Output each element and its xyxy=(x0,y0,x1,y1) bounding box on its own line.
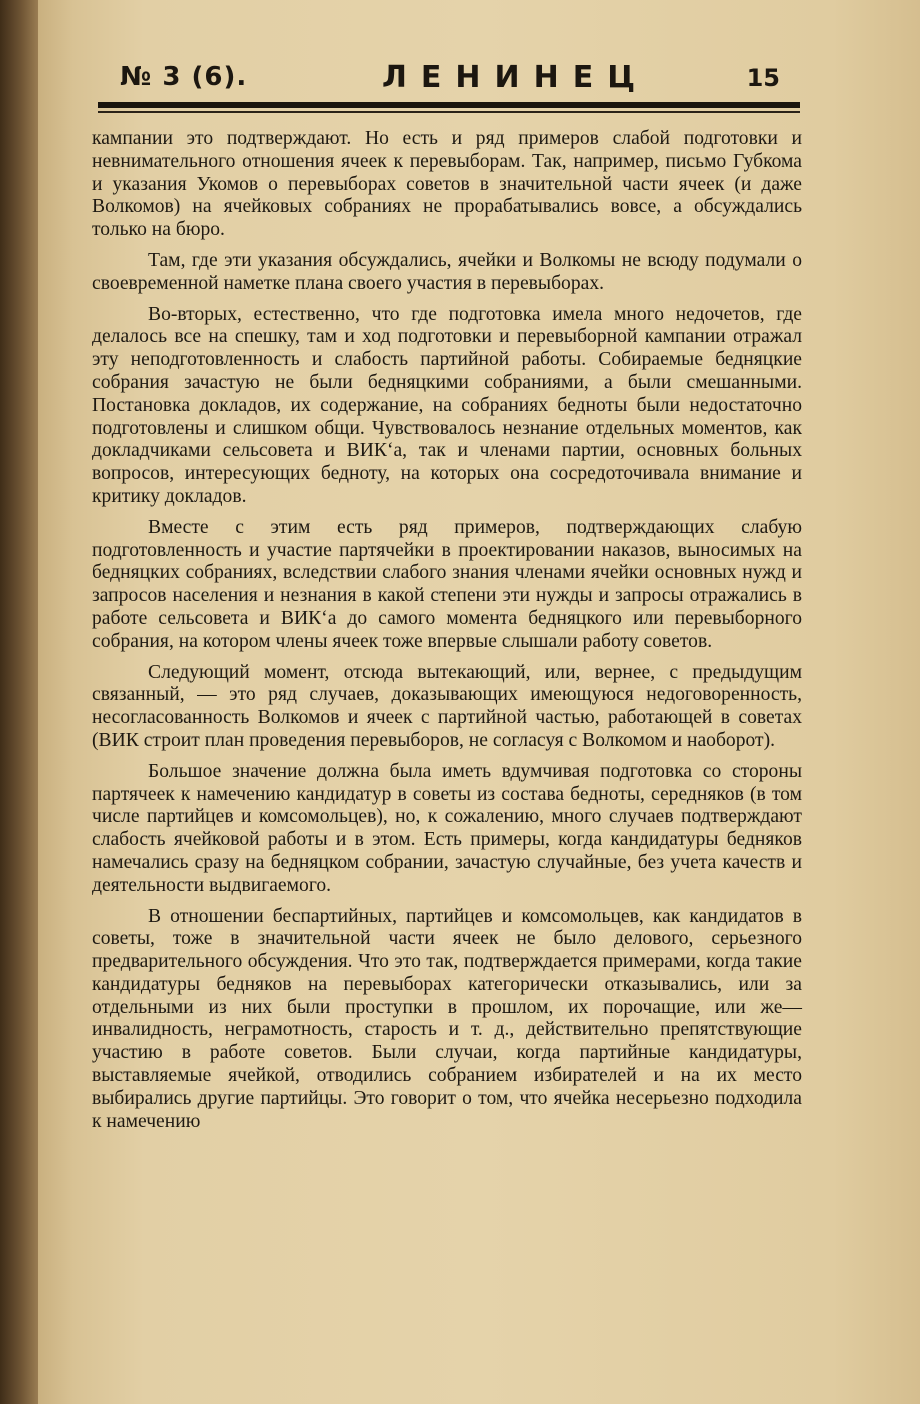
article-body xyxy=(92,128,802,1141)
header-rule-thin xyxy=(98,111,800,113)
paragraph: Вместе с этим есть ряд примеров, подтверждающих слабую подготовленность и участие партячейки в проектировании наказов, выносимых на бедняцких собраниях, вследствии слабого знания членами ячейки основных нужд и запросов населения и незнания в какой степени эти нужды и запросы отражались в работе сельсовета и ВИК‘а до самого момента бедняцкого или перевыборного собрания, на котором члены ячеек тоже впервые слышали работу советов. xyxy=(92,516,802,652)
issue-number: № 3 (6). xyxy=(120,62,248,92)
paragraph: Там, где эти указания обсуждались, ячейки и Волкомы не всюду подумали о своевременной наметке плана своего участия в перевыборах. xyxy=(92,249,802,294)
paragraph: В отношении беспартийных, партийцев и комсомольцев, как кандидатов в советы, тоже в значительной части ячеек не было делового, серьезного предварительного обсуждения. Что это так, подтверждается примерами, когда такие кандидатуры бедняков на перевыборах категорически отказывались, или за отдельными из них были проступки в прошлом, их порочащие, или же—инвалидность, неграмотность, старость и т. д., действительно препятствующие участию в работе советов. Были случаи, когда партийные кандидатуры, выставляемые ячейкой, отводились собранием избирателей и на их место выбирались другие партийцы. Это говорит о том, что ячейка несерьезно подходила к намечению xyxy=(92,905,802,1132)
running-header xyxy=(120,58,780,102)
paragraph: кампании это подтверждают. Но есть и ряд примеров слабой подготовки и невнимательного отношения ячеек к перевыборам. Так, например, письмо Губкома и указания Укомов о перевыборах советов в значительной части ячеек (и даже Волкомов) на ячейковых собраниях не прорабатывались вовсе, а обсуждались только на бюро. xyxy=(92,128,802,241)
paragraph: Следующий момент, отсюда вытекающий, или, вернее, с предыдущим связанный, — это ряд случаев, доказывающих имеющуюся недоговоренность, несогласованность Волкомов и ячеек с партийной частью, работающей в советах (ВИК строит план проведения перевыборов, не согласуя с Волкомом и наоборот). xyxy=(92,661,802,751)
header-rule xyxy=(98,102,800,108)
journal-title: ЛЕНИНЕЦ xyxy=(382,60,650,95)
page-number: 15 xyxy=(746,64,780,92)
paragraph: Во-вторых, естественно, что где подготовка имела много недочетов, где делалось все на спешку, там и ход подготовки и перевыборной кампании отражал эту неподготовленность и слабость партийной работы. Собираемые бедняцкие собрания зачастую не были бедняцкими собраниями, а были смешанными. Постановка докладов, их содержание, на собраниях бедноты были недостаточно подготовлены и слишком общи. Чувствовалось незнание отдельных моментов, как докладчиками сельсовета и ВИК‘а, так и членами партии, основных больных вопросов, интересующих бедноту, на которых она сосредоточивала внимание и критику докладов. xyxy=(92,303,802,507)
paragraph: Большое значение должна была иметь вдумчивая подготовка со стороны партячеек к намечению кандидатур в советы из состава бедноты, середняков (в том числе партийцев и комсомольцев), но, к сожалению, много случаев подтверждают слабость ячейковой работы и в этом. Есть примеры, когда кандидатуры бедняков намечались сразу на бедняцком собрании, зачастую случайные, без учета качеств и деятельности выдвигаемого. xyxy=(92,760,802,896)
book-binding-shadow xyxy=(0,0,38,1404)
